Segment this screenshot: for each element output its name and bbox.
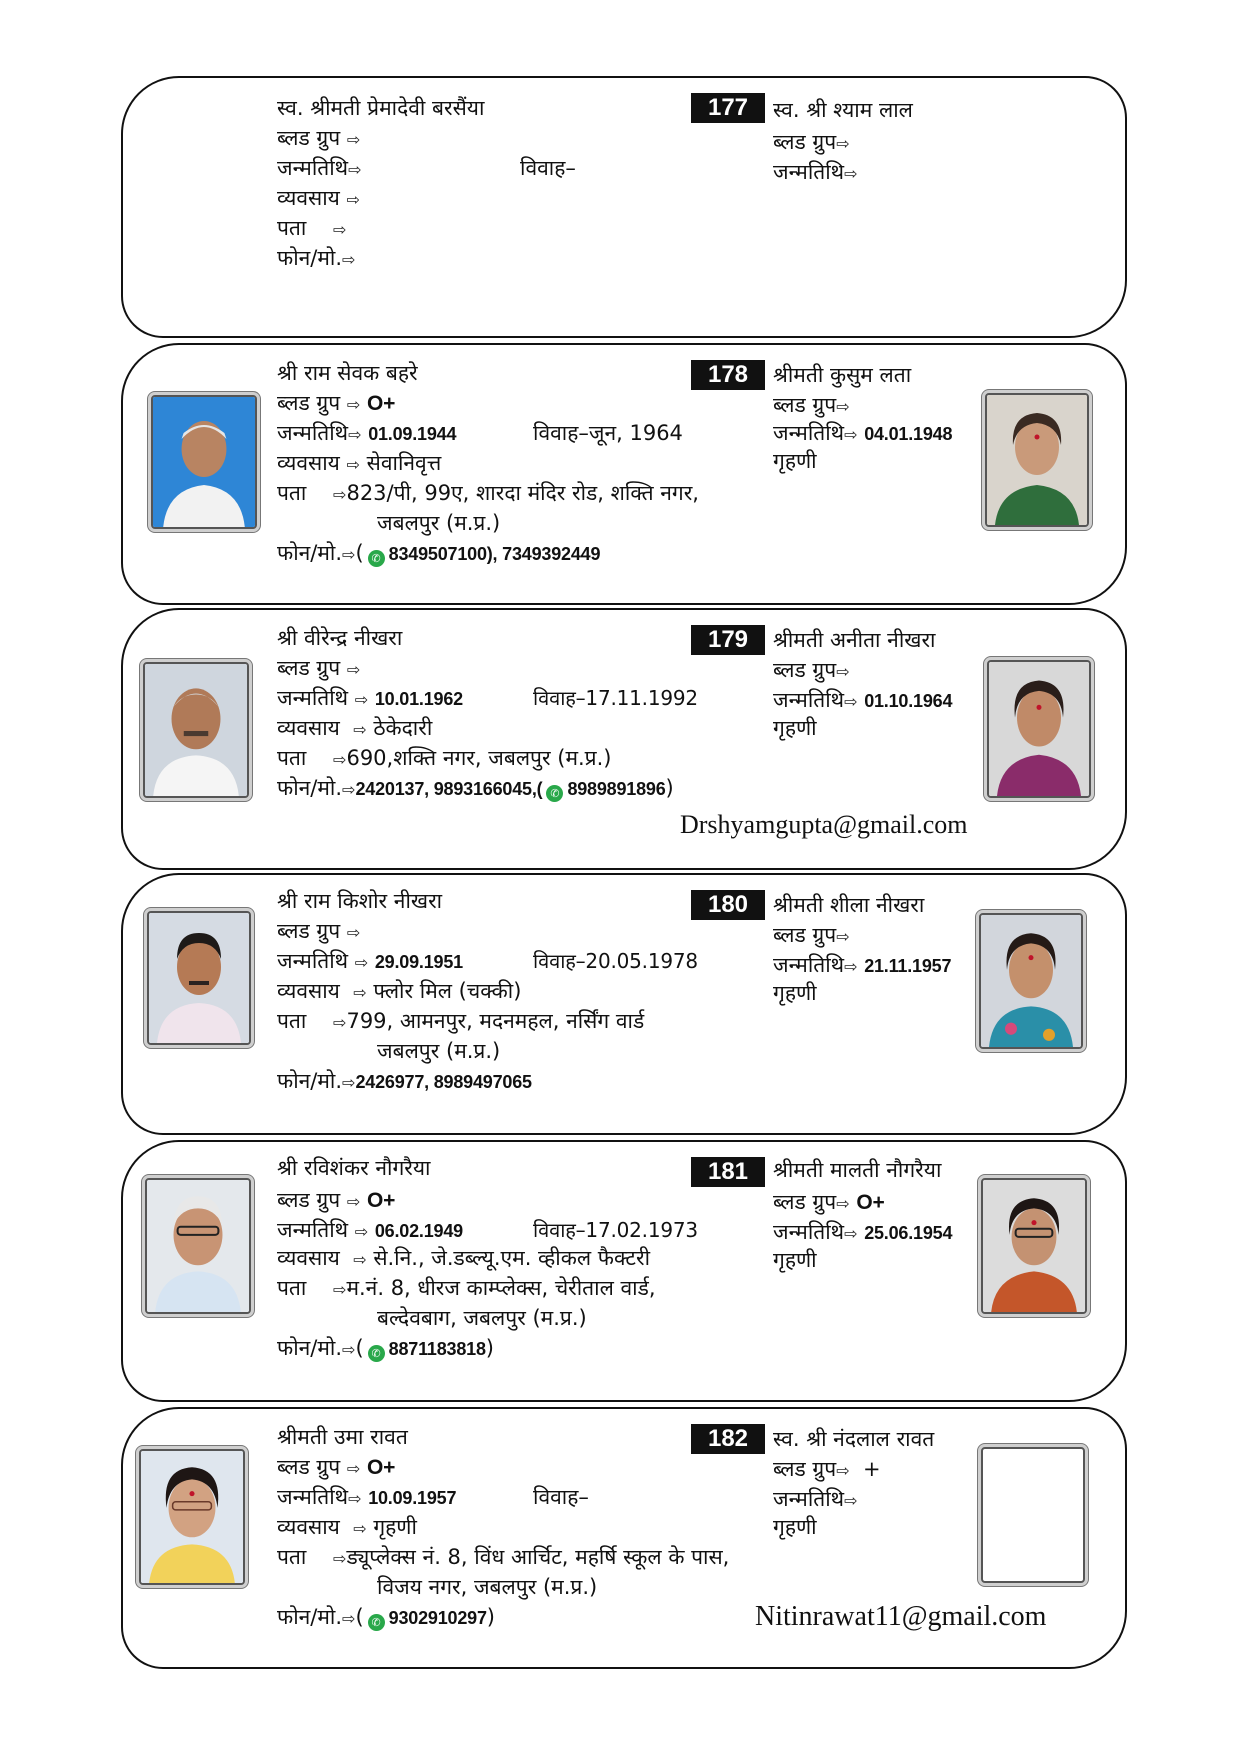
arrow-icon: ⇨ xyxy=(353,1519,367,1538)
wife-name: श्रीमती मालती नौगरैया xyxy=(773,1158,942,1182)
arrow-icon: ⇨ xyxy=(353,983,367,1002)
husband-name: श्री राम किशोर नीखरा xyxy=(277,889,443,913)
blood-label: ब्लड ग्रुप xyxy=(773,393,837,417)
dob-label: जन्मतिथि xyxy=(277,1485,349,1509)
arrow-icon: ⇨ xyxy=(346,660,361,679)
blood-label: ब्लड ग्रुप xyxy=(773,923,837,947)
arrow-icon: ⇨ xyxy=(333,750,347,769)
arrow-icon: ⇨ xyxy=(844,957,858,976)
address-label: पता xyxy=(277,1276,307,1300)
dob-label: जन्मतिथि xyxy=(277,686,349,710)
blood-label: ब्लड ग्रुप xyxy=(773,658,837,682)
husband-photo xyxy=(145,1178,251,1314)
arrow-icon: ⇨ xyxy=(844,164,858,183)
phone-label: फोन/मो. xyxy=(277,1069,343,1093)
arrow-icon: ⇨ xyxy=(353,1250,367,1269)
arrow-icon: ⇨ xyxy=(354,690,369,709)
arrow-icon: ⇨ xyxy=(836,927,850,946)
entry-number: 178 xyxy=(691,360,765,390)
marriage-date: विवाह– xyxy=(533,1485,589,1509)
arrow-icon: ⇨ xyxy=(342,250,356,269)
whatsapp-number: 8871183818 xyxy=(388,1339,486,1359)
dob-value: 06.02.1949 xyxy=(374,1221,463,1241)
husband-name: श्री वीरेन्द्र नीखरा xyxy=(277,626,403,650)
blood-label: ब्लड ग्रुप xyxy=(277,126,341,150)
phone-prefix: ( xyxy=(355,541,364,565)
arrow-icon: ⇨ xyxy=(346,130,361,149)
whatsapp-icon: ✆ xyxy=(368,1345,385,1362)
marriage-date: विवाह– xyxy=(520,156,576,180)
woman-portrait-icon xyxy=(141,1451,243,1583)
man-portrait-icon xyxy=(145,664,247,796)
wife-name: श्रीमती शीला नीखरा xyxy=(773,893,925,917)
wife-name: स्व. श्री नंदलाल रावत xyxy=(773,1427,935,1451)
entry-card-182 xyxy=(121,1407,1127,1669)
blood-group: O+ xyxy=(367,392,396,415)
address-line1: म.नं. 8, धीरज काम्प्लेक्स, चेरीताल वार्ड, xyxy=(346,1276,656,1300)
contact-email[interactable]: Nitinrawat11@gmail.com xyxy=(755,1601,1047,1632)
wife-dob-value: 01.10.1964 xyxy=(864,691,953,711)
address-line2: जबलपुर (म.प्र.) xyxy=(377,511,501,535)
arrow-icon: ⇨ xyxy=(348,425,362,444)
wife-dob-value: 21.11.1957 xyxy=(864,956,952,976)
dob-label: जन्मतिथि xyxy=(773,1487,845,1511)
occupation-value: से.नि., जे.डब्ल्यू.एम. व्हीकल फैक्टरी xyxy=(373,1246,651,1270)
dob-value: 29.09.1951 xyxy=(374,952,463,972)
woman-portrait-icon xyxy=(981,915,1081,1047)
phone-prefix: 2420137, 9893166045,( xyxy=(355,779,543,799)
blood-label: ब्लड ग्रुप xyxy=(277,656,341,680)
occupation-label: व्यवसाय xyxy=(277,1246,340,1270)
wife-dob-value: 04.01.1948 xyxy=(864,424,953,444)
whatsapp-icon: ✆ xyxy=(546,785,563,802)
dob-value: 10.01.1962 xyxy=(374,689,463,709)
dob-label: जन्मतिथि xyxy=(773,421,845,445)
whatsapp-number: 8989891896 xyxy=(567,779,666,799)
whatsapp-icon: ✆ xyxy=(368,550,385,567)
marriage-date: विवाह–17.11.1992 xyxy=(533,686,698,710)
entry-number: 179 xyxy=(691,625,765,655)
blood-label: ब्लड ग्रुप xyxy=(277,919,341,943)
wife-occupation: गृहणी xyxy=(773,981,817,1005)
husband-photo xyxy=(139,1449,245,1585)
marriage-date: विवाह–20.05.1978 xyxy=(533,949,698,973)
wife-photo xyxy=(981,1178,1087,1314)
whatsapp-icon: ✆ xyxy=(368,1614,385,1631)
arrow-icon: ⇨ xyxy=(836,397,850,416)
arrow-icon: ⇨ xyxy=(346,190,360,209)
address-line1: 799, आमनपुर, मदनमहल, नर्सिंग वार्ड xyxy=(346,1009,645,1033)
blood-label: ब्लड ग्रुप xyxy=(773,1190,837,1214)
arrow-icon: ⇨ xyxy=(333,1549,347,1568)
dob-label: जन्मतिथि xyxy=(773,160,845,184)
wife-photo-placeholder xyxy=(981,1447,1085,1583)
arrow-icon: ⇨ xyxy=(844,692,858,711)
occupation-value: फ्लोर मिल (चक्की) xyxy=(373,979,522,1003)
arrow-icon: ⇨ xyxy=(346,395,361,414)
arrow-icon: ⇨ xyxy=(333,485,347,504)
dob-label: जन्मतिथि xyxy=(277,156,349,180)
blood-group: O+ xyxy=(367,1189,396,1212)
entry-card-179 xyxy=(121,608,1127,870)
entry-number: 182 xyxy=(691,1424,765,1454)
phone-numbers: 2426977, 8989497065 xyxy=(355,1072,532,1092)
woman-portrait-icon xyxy=(987,395,1087,525)
husband-name: श्रीमती उमा रावत xyxy=(277,1425,408,1449)
dob-label: जन्मतिथि xyxy=(773,688,845,712)
arrow-icon: ⇨ xyxy=(844,1224,858,1243)
arrow-icon: ⇨ xyxy=(348,1489,362,1508)
man-portrait-icon xyxy=(149,913,249,1043)
address-label: पता xyxy=(277,746,307,770)
arrow-icon: ⇨ xyxy=(342,545,356,564)
wife-occupation: गृहणी xyxy=(773,1248,817,1272)
wife-occupation: गृहणी xyxy=(773,716,817,740)
wife-name: श्रीमती अनीता नीखरा xyxy=(773,628,936,652)
address-line1: 823/पी, 99ए, शारदा मंदिर रोड, शक्ति नगर, xyxy=(346,481,699,505)
blood-label: ब्लड ग्रुप xyxy=(773,130,837,154)
phone-label: फोन/मो. xyxy=(277,541,343,565)
wife-name: श्रीमती कुसुम लता xyxy=(773,363,912,387)
wife-blood-group: O+ xyxy=(856,1191,885,1214)
dob-label: जन्मतिथि xyxy=(277,949,349,973)
wife-blood-group: + xyxy=(862,1457,881,1481)
blood-label: ब्लड ग्रुप xyxy=(277,1455,341,1479)
arrow-icon: ⇨ xyxy=(836,1194,850,1213)
wife-dob-value: 25.06.1954 xyxy=(864,1223,953,1243)
arrow-icon: ⇨ xyxy=(333,220,347,239)
occupation-label: व्यवसाय xyxy=(277,979,340,1003)
arrow-icon: ⇨ xyxy=(836,662,850,681)
occupation-value: सेवानिवृत्त xyxy=(366,451,442,475)
phone-prefix: ( xyxy=(355,1336,364,1360)
dob-label: जन्मतिथि xyxy=(773,1220,845,1244)
occupation-label: व्यवसाय xyxy=(277,1515,340,1539)
phone-label: फोन/मो. xyxy=(277,246,343,270)
occupation-label: व्यवसाय xyxy=(277,186,340,210)
arrow-icon: ⇨ xyxy=(342,1073,356,1092)
husband-photo xyxy=(147,911,251,1045)
entry-card-178 xyxy=(121,343,1127,605)
phone-label: फोन/मो. xyxy=(277,1605,343,1629)
address-line2: बल्देवबाग, जबलपुर (म.प्र.) xyxy=(377,1306,587,1330)
arrow-icon: ⇨ xyxy=(353,720,367,739)
arrow-icon: ⇨ xyxy=(346,1459,361,1478)
entry-number: 181 xyxy=(691,1157,765,1187)
phone-suffix: ), 7349392449 xyxy=(486,544,601,564)
address-line2: विजय नगर, जबलपुर (म.प्र.) xyxy=(377,1575,598,1599)
arrow-icon: ⇨ xyxy=(342,1609,356,1628)
arrow-icon: ⇨ xyxy=(346,1192,361,1211)
arrow-icon: ⇨ xyxy=(836,134,850,153)
arrow-icon: ⇨ xyxy=(346,455,360,474)
arrow-icon: ⇨ xyxy=(333,1013,347,1032)
marriage-date: विवाह–17.02.1973 xyxy=(533,1218,698,1242)
phone-suffix: ) xyxy=(665,776,674,800)
wife-name: स्व. श्री श्याम लाल xyxy=(773,98,913,122)
wife-photo xyxy=(979,913,1083,1049)
entry-number: 177 xyxy=(691,93,765,123)
address-label: पता xyxy=(277,481,307,505)
entry-number: 180 xyxy=(691,890,765,920)
wife-photo xyxy=(987,660,1091,798)
woman-portrait-icon xyxy=(989,662,1089,796)
contact-email[interactable]: Drshyamgupta@gmail.com xyxy=(680,810,968,839)
arrow-icon: ⇨ xyxy=(354,1222,369,1241)
phone-label: फोन/मो. xyxy=(277,776,343,800)
man-portrait-icon xyxy=(147,1180,249,1312)
blood-label: ब्लड ग्रुप xyxy=(773,1457,837,1481)
address-line1: 690,शक्ति नगर, जबलपुर (म.प्र.) xyxy=(346,746,612,770)
entry-card-177 xyxy=(121,76,1127,338)
address-label: पता xyxy=(277,1009,307,1033)
husband-name: श्री राम सेवक बहरे xyxy=(277,361,418,385)
woman-portrait-icon xyxy=(983,1180,1085,1312)
blood-group: O+ xyxy=(367,1456,396,1479)
husband-name: स्व. श्रीमती प्रेमादेवी बरसैंया xyxy=(277,96,485,120)
arrow-icon: ⇨ xyxy=(354,953,369,972)
man-portrait-icon xyxy=(153,397,255,527)
arrow-icon: ⇨ xyxy=(348,160,362,179)
phone-suffix: ) xyxy=(486,1605,495,1629)
wife-photo xyxy=(985,393,1089,527)
phone-label: फोन/मो. xyxy=(277,1336,343,1360)
whatsapp-number: 8349507100 xyxy=(388,544,487,564)
husband-name: श्री रविशंकर नौगरैया xyxy=(277,1156,431,1180)
dob-value: 10.09.1957 xyxy=(368,1488,457,1508)
dob-label: जन्मतिथि xyxy=(277,1218,349,1242)
whatsapp-number: 9302910297 xyxy=(388,1608,487,1628)
entry-card-181 xyxy=(121,1140,1127,1402)
occupation-label: व्यवसाय xyxy=(277,451,340,475)
wife-occupation: गृहणी xyxy=(773,449,817,473)
dob-label: जन्मतिथि xyxy=(277,421,349,445)
address-line2: जबलपुर (म.प्र.) xyxy=(377,1039,501,1063)
phone-suffix: ) xyxy=(485,1336,494,1360)
occupation-value: गृहणी xyxy=(373,1515,417,1539)
blood-label: ब्लड ग्रुप xyxy=(277,1188,341,1212)
arrow-icon: ⇨ xyxy=(342,780,356,799)
entry-card-180 xyxy=(121,873,1127,1135)
arrow-icon: ⇨ xyxy=(836,1461,850,1480)
address-label: पता xyxy=(277,1545,307,1569)
husband-photo xyxy=(151,395,257,529)
husband-photo xyxy=(143,662,249,798)
arrow-icon: ⇨ xyxy=(342,1340,356,1359)
occupation-value: ठेकेदारी xyxy=(373,716,433,740)
marriage-date: विवाह–जून, 1964 xyxy=(533,421,683,445)
wife-occupation: गृहणी xyxy=(773,1515,817,1539)
arrow-icon: ⇨ xyxy=(844,1491,858,1510)
address-line1: ड्यूप्लेक्स नं. 8, विंध आर्चिट, महर्षि स्कूल के पास, xyxy=(346,1545,730,1569)
occupation-label: व्यवसाय xyxy=(277,716,340,740)
phone-prefix: ( xyxy=(355,1605,364,1629)
arrow-icon: ⇨ xyxy=(844,425,858,444)
arrow-icon: ⇨ xyxy=(333,1280,347,1299)
blood-label: ब्लड ग्रुप xyxy=(277,391,341,415)
dob-label: जन्मतिथि xyxy=(773,953,845,977)
dob-value: 01.09.1944 xyxy=(368,424,457,444)
arrow-icon: ⇨ xyxy=(346,923,361,942)
address-label: पता xyxy=(277,216,307,240)
